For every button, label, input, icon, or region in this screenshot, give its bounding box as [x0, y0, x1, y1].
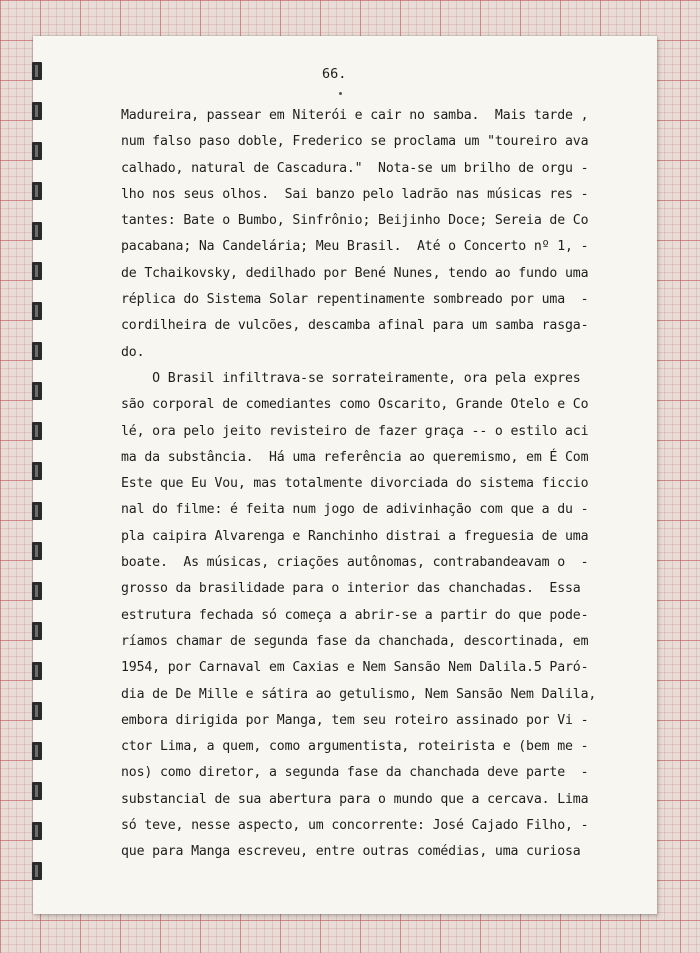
- text-line: ctor Lima, a quem, como argumentista, roteirista e (bem me -: [121, 739, 589, 755]
- binding-ring: [32, 862, 42, 880]
- text-line: pla caipira Alvarenga e Ranchinho distrai a freguesia de uma: [121, 528, 589, 544]
- binding-ring: [32, 662, 42, 680]
- binding-ring: [32, 622, 42, 640]
- binding-ring: [32, 422, 42, 440]
- text-line: ma da substância. Há uma referência ao queremismo, em É Com: [121, 449, 589, 465]
- text-line: do.: [121, 344, 145, 360]
- text-line: num falso paso doble, Frederico se proclama um "toureiro ava: [121, 134, 589, 150]
- binding-ring: [32, 462, 42, 480]
- binding-ring: [32, 822, 42, 840]
- text-line: cordilheira de vulcões, descamba afinal para um samba rasga-: [121, 318, 589, 334]
- text-line: nos) como diretor, a segunda fase da chanchada deve parte -: [121, 765, 589, 781]
- text-line: nal do filme: é feita num jogo de adivinhação com que a du -: [121, 502, 589, 518]
- binding-ring: [32, 502, 42, 520]
- text-line: dia de De Mille e sátira ao getulismo, Nem Sansão Nem Dalila,: [121, 686, 597, 702]
- binding-ring: [32, 782, 42, 800]
- text-line: 1954, por Carnaval em Caxias e Nem Sansão Nem Dalila.5 Paró-: [121, 660, 589, 676]
- text-line: Madureira, passear em Niterói e cair no samba. Mais tarde ,: [121, 108, 589, 123]
- binding-ring: [32, 142, 42, 160]
- text-line: grosso da brasilidade para o interior das chanchadas. Essa: [121, 581, 581, 597]
- binding-ring: [32, 102, 42, 120]
- binding-ring: [32, 222, 42, 240]
- ink-dot: [339, 92, 342, 95]
- text-line: O Brasil infiltrava-se sorrateiramente, ora pela expres: [121, 370, 581, 386]
- text-line: ríamos chamar de segunda fase da chanchada, descortinada, em: [121, 633, 589, 649]
- binding-ring: [32, 582, 42, 600]
- text-line: pacabana; Na Candelária; Meu Brasil. Até o Concerto nº 1, -: [121, 239, 589, 255]
- text-line: réplica do Sistema Solar repentinamente sombreado por uma -: [121, 292, 589, 308]
- text-line: lé, ora pelo jeito revisteiro de fazer graça -- o estilo aci: [121, 423, 589, 439]
- binding-ring: [32, 702, 42, 720]
- binding-ring: [32, 382, 42, 400]
- text-line: embora dirigida por Manga, tem seu roteiro assinado por Vi -: [121, 712, 589, 728]
- body-text: [121, 103, 621, 866]
- text-line: são corporal de comediantes como Oscarito, Grande Otelo e Co: [121, 397, 589, 413]
- binding-ring: [32, 742, 42, 760]
- page-number: 66.: [322, 66, 347, 82]
- binding-ring: [32, 262, 42, 280]
- text-line: tantes: Bate o Bumbo, Sinfrônio; Beijinho Doce; Sereia de Co: [121, 213, 589, 229]
- text-line: substancial de sua abertura para o mundo que a cercava. Lima: [121, 791, 589, 807]
- text-line: lho nos seus olhos. Sai banzo pelo ladrão nas músicas res -: [121, 186, 589, 202]
- text-line: que para Manga escreveu, entre outras comédias, uma curiosa: [121, 844, 581, 860]
- text-line: estrutura fechada só começa a abrir-se a partir do que pode-: [121, 607, 589, 623]
- text-line: de Tchaikovsky, dedilhado por Bené Nunes, tendo ao fundo uma: [121, 265, 589, 281]
- binding-ring: [32, 342, 42, 360]
- text-line: só teve, nesse aspecto, um concorrente: José Cajado Filho, -: [121, 818, 589, 834]
- binding-ring: [32, 62, 42, 80]
- text-line: Este que Eu Vou, mas totalmente divorciada do sistema ficcio: [121, 476, 589, 492]
- binding-ring: [32, 302, 42, 320]
- binding-ring: [32, 182, 42, 200]
- text-line: boate. As músicas, criações autônomas, contrabandeavam o -: [121, 555, 589, 571]
- binding-ring: [32, 542, 42, 560]
- text-line: calhado, natural de Cascadura." Nota-se um brilho de orgu -: [121, 160, 589, 176]
